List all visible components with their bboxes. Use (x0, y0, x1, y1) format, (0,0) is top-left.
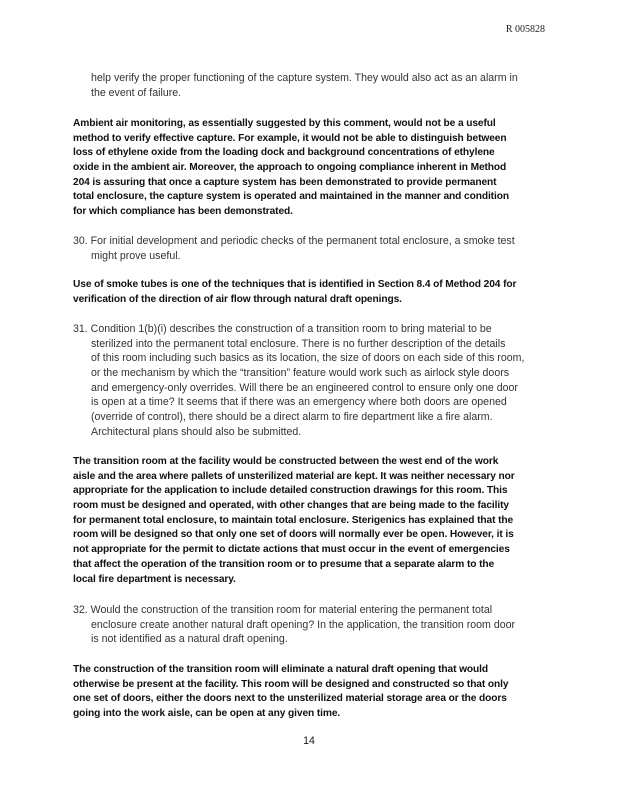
text-line: for permanent total enclosure, to maintain total enclosure. Sterigenics has explained that the (73, 514, 514, 526)
text-line: and emergency-only overrides. Will there be an engineered control to ensure only one door (91, 381, 518, 394)
text-line: for which compliance has been demonstrated. (73, 206, 293, 218)
text-line: room will be designed so that only one set of doors will normally ever be open. However, it is (73, 529, 514, 541)
text-line: Use of smoke tubes is one of the techniques that is identified in Section 8.4 of Method 204 for (73, 279, 517, 290)
text-line: oxide in the ambient air. Moreover, the approach to ongoing compliance inherent in Method (73, 162, 507, 174)
text-line: help verify the proper functioning of the capture system. They would also act as an alarm in (91, 72, 518, 84)
text-line: the event of failure. (91, 86, 182, 99)
text-line: might prove useful. (91, 249, 181, 262)
text-line: loss of ethylene oxide from the loading dock and background concentrations of ethylene (73, 147, 495, 159)
text-line: that affect the operation of the transition room or to presume that a separate alarm to the (73, 558, 495, 570)
text-line: going into the work aisle, can be open at any given time. (73, 708, 341, 720)
text-line: not appropriate for the permit to dictate actions that must occur in the event of emergencies (73, 544, 510, 556)
text-line: or the mechanism by which the “transition” feature would work such as airlock style doors (91, 367, 510, 380)
response-paragraph (73, 663, 553, 722)
text-line: of this room including such basics as its location, the size of doors on each side of this room, (91, 352, 525, 365)
response-paragraph (73, 117, 553, 220)
text-line: enclosure create another natural draft opening? In the application, the transition room door (91, 618, 516, 631)
text-line: total enclosure, the capture system is operated and maintained in the manner and condition (73, 191, 509, 203)
text-line: sterilized into the permanent total enclosure. There is no further description of the details (91, 337, 506, 350)
text-line: 30. For initial development and periodic checks of the permanent total enclosure, a smoke test (73, 235, 515, 247)
text-line: is open at a time? It seems that if there was an emergency where both doors are opened (91, 396, 507, 409)
page-number: 14 (303, 735, 315, 747)
text-line: room must be designed and operated, with other changes that are being made to the facility (73, 500, 509, 512)
text-line: Architectural plans should also be submitted. (91, 425, 302, 438)
text-line: method to verify effective capture. For example, it would not be able to distinguish between (73, 132, 507, 144)
text-line: is not identified as a natural draft opening. (91, 633, 288, 646)
text-line: (override of control), there should be a direct alarm to fire department like a fire alarm. (91, 411, 493, 424)
comment-continuation (73, 71, 553, 100)
comment-item (73, 234, 553, 263)
comment-item (73, 603, 553, 647)
text-line: verification of the direction of air flow through natural draft openings. (73, 293, 402, 305)
text-line: 32. Would the construction of the transition room for material entering the permanent total (73, 604, 493, 616)
text-line: otherwise be present at the facility. This room will be designed and constructed so that only (73, 678, 509, 690)
text-line: 204 is assuring that once a capture system has been demonstrated to provide permanent (73, 176, 497, 188)
text-line: local fire department is necessary. (73, 573, 236, 585)
response-paragraph (73, 278, 553, 307)
text-line: The transition room at the facility would be constructed between the west end of the work (73, 456, 499, 467)
text-line: Ambient air monitoring, as essentially suggested by this comment, would not be a useful (73, 118, 496, 129)
text-line: The construction of the transition room will eliminate a natural draft opening that would (73, 664, 489, 675)
comment-item (73, 322, 553, 440)
text-line: 31. Condition 1(b)(i) describes the construction of a transition room to bring material to be (73, 323, 492, 335)
text-line: appropriate for the application to include detailed construction drawings for this room. This (73, 485, 508, 497)
text-line: aisle and the area where pallets of unsterilized material are kept. It was neither necessary nor (73, 470, 515, 482)
bates-number: R 005828 (505, 24, 545, 35)
text-line: one set of doors, either the doors next to the unsterilized material storage area or the doors (73, 693, 507, 705)
response-paragraph (73, 455, 553, 587)
